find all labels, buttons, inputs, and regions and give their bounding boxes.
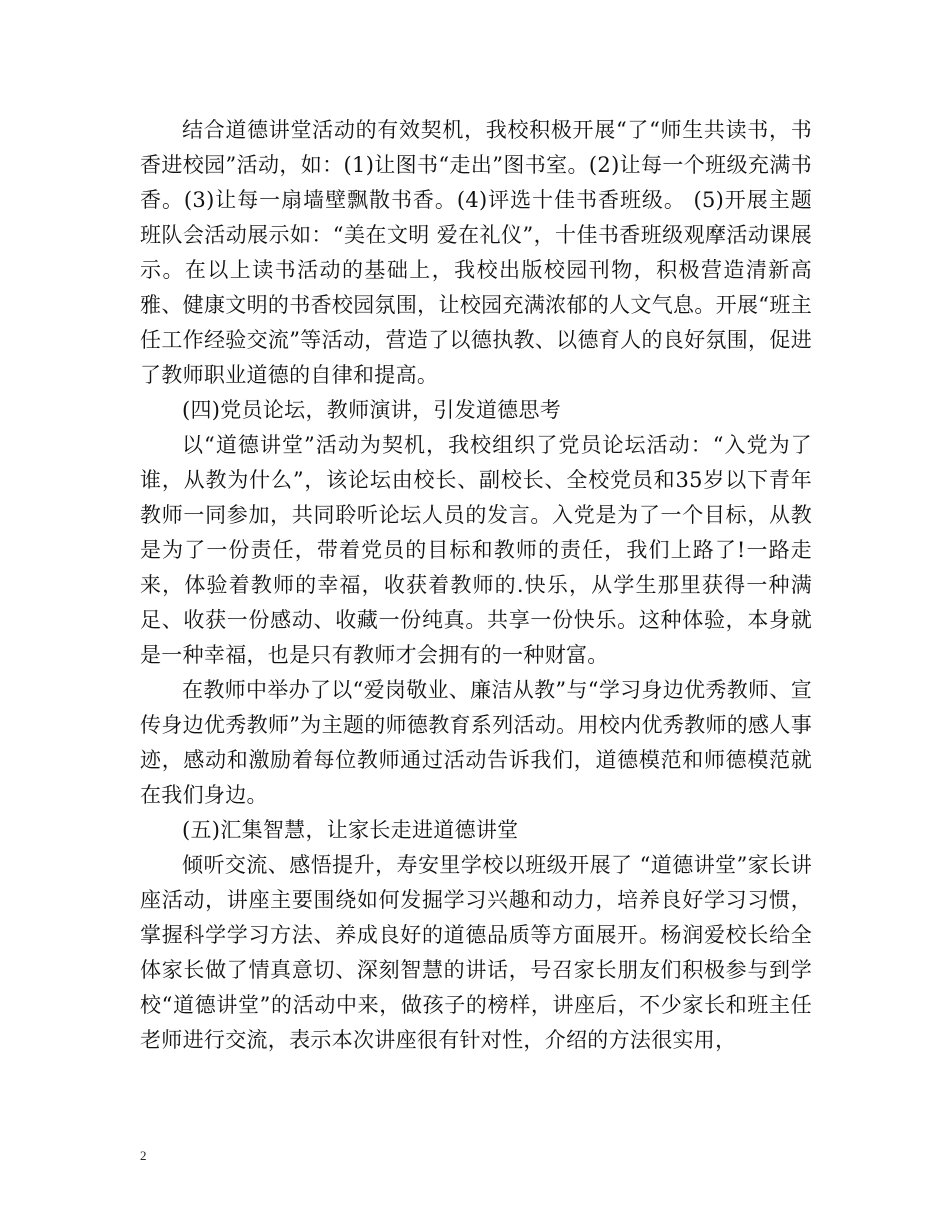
paragraph-reading-activity: 结合道德讲堂活动的有效契机，我校积极开展“了“师生共读书，书香进校园”活动，如：(1)让图书“走出”图书室。(2)让每一个班级充满书香。(3)让每一扇墙壁飘散书香。(4)评选十佳书香班级。 (5)开展主题班队会活动展示如：“美在文明 爱在礼仪”，十佳书香班级观摩活动课展示。在以上读书活动的基础上，我校出版校园刊物，积极营造清新高雅、健康文明的书香校园氛围，让校园充满浓郁的人文气息。开展“班主任工作经验交流”等活动，营造了以德执教、以德育人的良好氛围，促进了教师职业道德的自律和提高。	[140, 118, 812, 387]
paragraph-teacher-ethics: 在教师中举办了以“爱岗敬业、廉洁从教”与“学习身边优秀教师、宣传身边优秀教师”为主题的师德教育系列活动。用校内优秀教师的感人事迹，感动和激励着每位教师通过活动告诉我们，道德模范和师德模范就在我们身边。	[140, 678, 812, 807]
page-number: 2	[140, 1148, 147, 1163]
section-heading-5: (五)汇集智慧，让家长走进道德讲堂	[182, 818, 519, 842]
paragraph-parent-lecture: 倾听交流、感悟提升，寿安里学校以班级开展了 “道德讲堂”家长讲座活动，讲座主要围绕如何发掘学习兴趣和动力，培养良好学习习惯，掌握科学学习方法、养成良好的道德品质等方面展开。杨润爱校长给全体家长做了情真意切、深刻智慧的讲话，号召家长朋友们积极参与到学校“道德讲堂”的活动中来，做孩子的榜样，讲座后，不少家长和班主任老师进行交流，表示本次讲座很有针对性，介绍的方法很实用，	[140, 853, 812, 1052]
section-heading-4: (四)党员论坛，教师演讲，引发道德思考	[182, 398, 562, 422]
paragraph-party-forum: 以“道德讲堂”活动为契机，我校组织了党员论坛活动：“入党为了谁，从教为什么”，该论坛由校长、副校长、全校党员和35岁以下青年教师一同参加，共同聆听论坛人员的发言。入党是为了一个目标，从教是为了一份责任，带着党员的目标和教师的责任，我们上路了!一路走来，体验着教师的幸福，收获着教师的.快乐，从学生那里获得一种满足、收获一份感动、收藏一份纯真。共享一份快乐。这种体验，本身就是一种幸福，也是只有教师才会拥有的一种财富。	[140, 433, 812, 667]
document-body	[140, 113, 812, 1058]
